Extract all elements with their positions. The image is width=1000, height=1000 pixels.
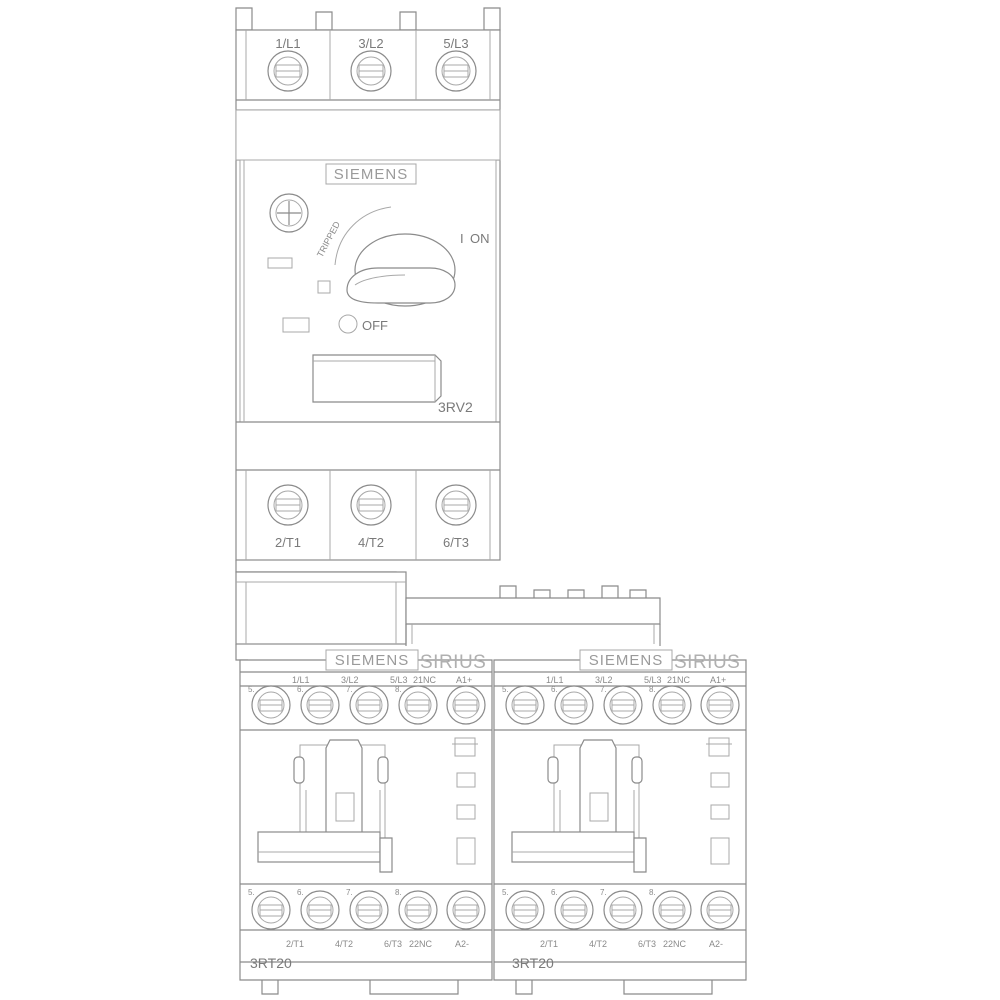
breaker-indicator-slot — [268, 258, 292, 268]
contactor-1-bottom-number: 7. — [346, 888, 353, 897]
screw-terminal — [653, 686, 691, 724]
contactor-2-bottom-number: 8. — [649, 888, 656, 897]
contactor-1-top-terminal-label: A1+ — [456, 675, 473, 685]
sirius-logo-text: SIRIUS — [420, 652, 487, 673]
screw-terminal — [701, 686, 739, 724]
sirius-logo-text: SIRIUS — [674, 652, 741, 673]
screw-terminal — [604, 686, 642, 724]
contactor-2-3rt20 — [494, 650, 746, 994]
contactor-2-bottom-number: 6. — [551, 888, 558, 897]
contactor-1-top-terminal-label: 1/L1 — [292, 675, 310, 685]
breaker-top-cover — [236, 110, 500, 160]
breaker-top-screw-terminals — [268, 51, 476, 91]
contactor-2-top-terminal-label: 5/L3 — [644, 675, 662, 685]
breaker-top-connector-tabs — [236, 8, 500, 30]
breaker-indicator-slot — [283, 318, 309, 332]
contactor-2-top-number: 6. — [551, 685, 558, 694]
contactor-2-top-number: 8. — [649, 685, 656, 694]
breaker-reset-button[interactable] — [270, 194, 308, 232]
screw-terminal — [301, 686, 339, 724]
contactor-1-bottom-terminal-label: 2/T1 — [286, 939, 305, 949]
contactor-1-bottom-number: 6. — [297, 888, 304, 897]
contactor-1-top-number: 7. — [346, 685, 353, 694]
screw-terminal — [252, 891, 290, 929]
breaker-terminal-label: 3/L2 — [358, 36, 384, 51]
contactor-2-top-number: 5. — [502, 685, 509, 694]
contactor-1-bottom-terminal-label: 4/T2 — [335, 939, 354, 949]
screw-terminal — [351, 51, 391, 91]
contactor-1-bottom-number: 5. — [248, 888, 255, 897]
screw-terminal — [399, 686, 437, 724]
contactor-1-bottom-terminal-label: A2- — [455, 939, 470, 949]
contactor-1-bottom-terminal-label: 6/T3 — [384, 939, 403, 949]
knob-on-marker: I — [460, 231, 464, 246]
screw-terminal — [350, 686, 388, 724]
screw-terminal — [351, 485, 391, 525]
screw-terminal — [436, 51, 476, 91]
screw-terminal — [350, 891, 388, 929]
breaker-bottom-screw-terminals — [268, 485, 476, 525]
screw-terminal — [555, 686, 593, 724]
busbar-bridge — [406, 586, 660, 646]
contactor-1-top-number: 8. — [395, 685, 402, 694]
knob-on-label: ON — [470, 231, 490, 246]
breaker-terminal-label: 4/T2 — [357, 535, 385, 550]
breaker-terminal-label: 5/L3 — [443, 36, 469, 51]
screw-terminal — [301, 891, 339, 929]
siemens-logo-text: SIEMENS — [588, 652, 664, 669]
screw-terminal — [555, 891, 593, 929]
contactor-2-top-terminal-label: A1+ — [710, 675, 727, 685]
screw-terminal — [701, 891, 739, 929]
contactor-2-model-label: 3RT20 — [512, 955, 554, 971]
siemens-logo-text: SIEMENS — [333, 166, 409, 183]
screw-terminal — [506, 891, 544, 929]
knob-pointer-left — [318, 281, 330, 293]
contactor-1-top-terminal-label: 3/L2 — [341, 675, 359, 685]
breaker-link-module — [236, 560, 406, 660]
contactor-2-top-number: 7. — [600, 685, 607, 694]
knob-off-label: OFF — [362, 318, 388, 333]
screw-terminal — [252, 686, 290, 724]
contactor-1-bottom-number: 8. — [395, 888, 402, 897]
contactor-2-bottom-terminal-label: 4/T2 — [589, 939, 608, 949]
breaker-terminal-label: 6/T3 — [442, 535, 470, 550]
screw-terminal — [268, 51, 308, 91]
contactor-2-bottom-terminal-label: 6/T3 — [638, 939, 657, 949]
contactor-2-bottom-terminal-label: A2- — [709, 939, 724, 949]
screw-terminal — [436, 485, 476, 525]
screw-terminal — [447, 686, 485, 724]
breaker-terminal-label: 2/T1 — [274, 535, 302, 550]
contactor-2-bottom-terminal-label: 2/T1 — [540, 939, 559, 949]
screw-terminal — [506, 686, 544, 724]
breaker-terminal-label: 1/L1 — [275, 36, 301, 51]
siemens-logo-text: SIEMENS — [334, 652, 410, 669]
screw-terminal — [268, 485, 308, 525]
contactor-2-top-terminal-label: 1/L1 — [546, 675, 564, 685]
contactor-1-3rt20 — [240, 650, 492, 994]
contactor-1-top-number: 5. — [248, 685, 255, 694]
screw-terminal — [604, 891, 642, 929]
contactor-2-top-terminal-label: 21NC — [667, 675, 691, 685]
contactor-1-top-terminal-label: 5/L3 — [390, 675, 408, 685]
contactor-2-bottom-number: 5. — [502, 888, 509, 897]
circuit-breaker-3rv2 — [236, 8, 500, 660]
contactor-2-top-terminal-label: 3/L2 — [595, 675, 613, 685]
contactor-1-model-label: 3RT20 — [250, 955, 292, 971]
contactor-1-top-terminal-label: 21NC — [413, 675, 437, 685]
screw-terminal — [447, 891, 485, 929]
breaker-current-setting-window[interactable] — [313, 355, 441, 402]
contactor-2-bottom-terminal-label: 22NC — [663, 939, 687, 949]
contactor-1-bottom-terminal-label: 22NC — [409, 939, 433, 949]
screw-terminal — [653, 891, 691, 929]
screw-terminal — [399, 891, 437, 929]
tripped-text: TRIPPED — [314, 219, 343, 259]
contactor-1-top-number: 6. — [297, 685, 304, 694]
contactor-2-bottom-number: 7. — [600, 888, 607, 897]
breaker-model-label: 3RV2 — [438, 399, 473, 415]
